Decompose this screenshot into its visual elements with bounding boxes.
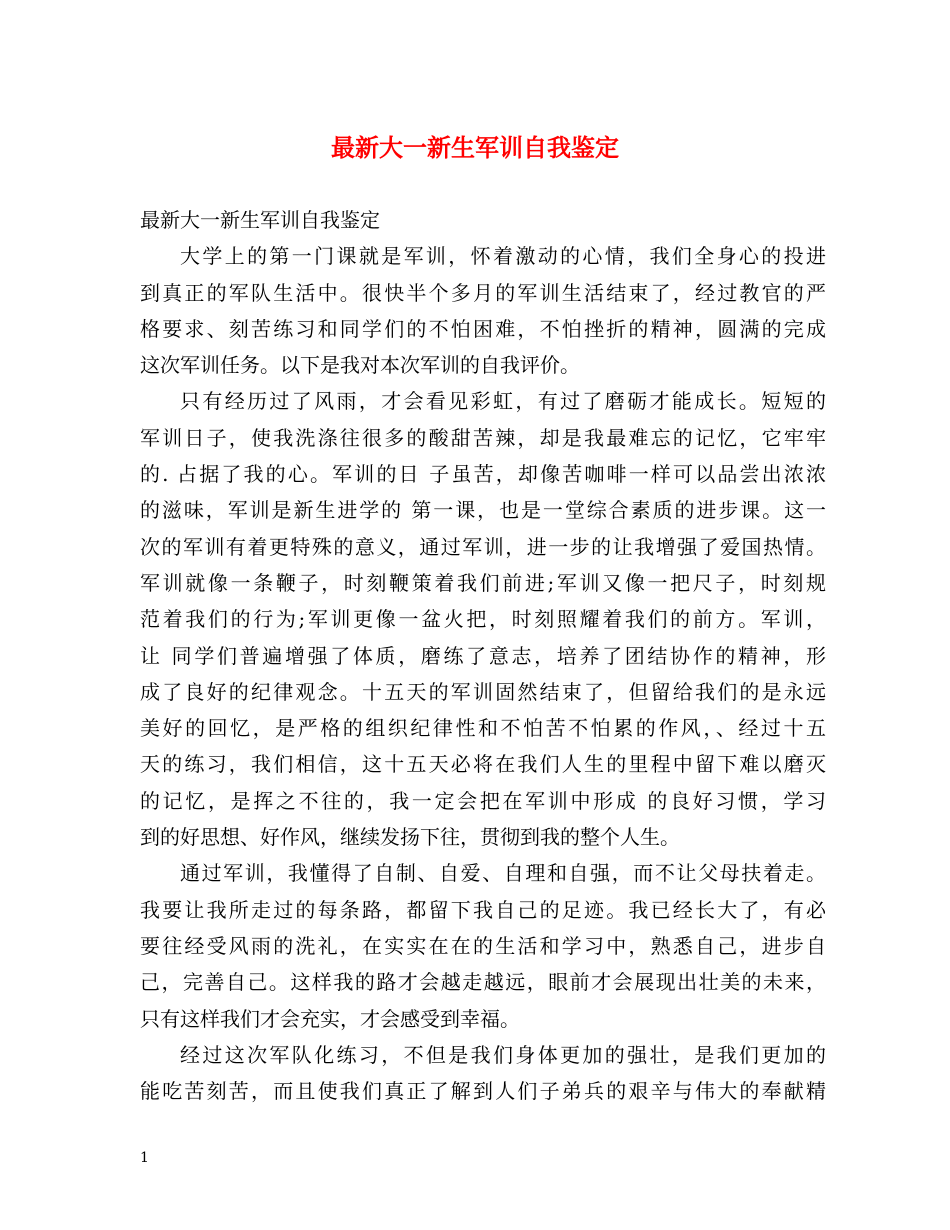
body-line: 的. 占据了我的心。军训的日 子虽苦，却像苦咖啡一样可以品尝出浓浓 (140, 462, 826, 487)
body-line: 经过这次军队化练习，不但是我们身体更加的强壮，是我们更加的 (180, 1042, 826, 1067)
body-line: 让 同学们普遍增强了体质，磨练了意志，培养了团结协作的精神，形 (140, 643, 826, 668)
body-line: 到的好思想、好作风，继续发扬下往，贯彻到我的整个人生。 (140, 825, 680, 850)
body-line: 的记忆，是挥之不往的，我一定会把在军训中形成 的良好习惯，学习 (140, 788, 826, 813)
body-line: 要往经受风雨的洗礼，在实实在在的生活和学习中，熟悉自己，进步自 (140, 933, 826, 958)
document-body (140, 202, 826, 1109)
body-line: 到真正的军队生活中。很快半个多月的军训生活结束了，经过教官的严 (140, 280, 826, 305)
body-line: 格要求、刻苦练习和同学们的不怕困难，不怕挫折的精神，圆满的完成 (140, 316, 826, 341)
body-line: 的滋味，军训是新生进学的 第一课，也是一堂综合素质的进步课。这一 (140, 498, 826, 523)
body-line: 通过军训，我懂得了自制、自爱、自理和自强，而不让父母扶着走。 (180, 861, 826, 886)
body-line: 能吃苦刻苦，而且使我们真正了解到人们子弟兵的艰辛与伟大的奉献精 (140, 1079, 826, 1104)
body-line: 只有经历过了风雨，才会看见彩虹，有过了磨砺才能成长。短短的 (180, 389, 826, 414)
body-line: 次的军训有着更特殊的意义，通过军训，进一步的让我增强了爱国热情。 (140, 534, 826, 559)
body-line: 最新大一新生军训自我鉴定 (140, 208, 380, 232)
body-line: 范着我们的行为;军训更像一盆火把，时刻照耀着我们的前方。军训， (140, 607, 826, 632)
body-line: 美好的回忆，是严格的组织纪律性和不怕苦不怕累的作风，、经过十五 (140, 716, 826, 741)
body-line: 成了良好的纪律观念。十五天的军训固然结束了，但留给我们的是永远 (140, 679, 826, 704)
body-line: 军训就像一条鞭子，时刻鞭策着我们前进;军训又像一把尺子，时刻规 (140, 570, 826, 595)
body-line: 这次军训任务。以下是我对本次军训的自我评价。 (140, 353, 580, 378)
body-line: 己，完善自己。这样我的路才会越走越远，眼前才会展现出壮美的未来， (140, 970, 826, 995)
page-number: 1 (140, 1150, 149, 1166)
body-line: 军训日子，使我洗涤往很多的酸甜苦辣，却是我最难忘的记忆，它牢牢 (140, 425, 826, 450)
body-line: 只有这样我们才会充实，才会感受到幸福。 (140, 1006, 520, 1031)
body-line: 大学上的第一门课就是军训，怀着激动的心情，我们全身心的投进 (180, 244, 826, 269)
body-line: 天的练习，我们相信，这十五天必将在我们人生的里程中留下难以磨灭 (140, 752, 826, 777)
body-line: 我要让我所走过的每条路，都留下我自己的足迹。我已经长大了，有必 (140, 897, 826, 922)
document-title: 最新大一新生军训自我鉴定 (331, 133, 619, 162)
